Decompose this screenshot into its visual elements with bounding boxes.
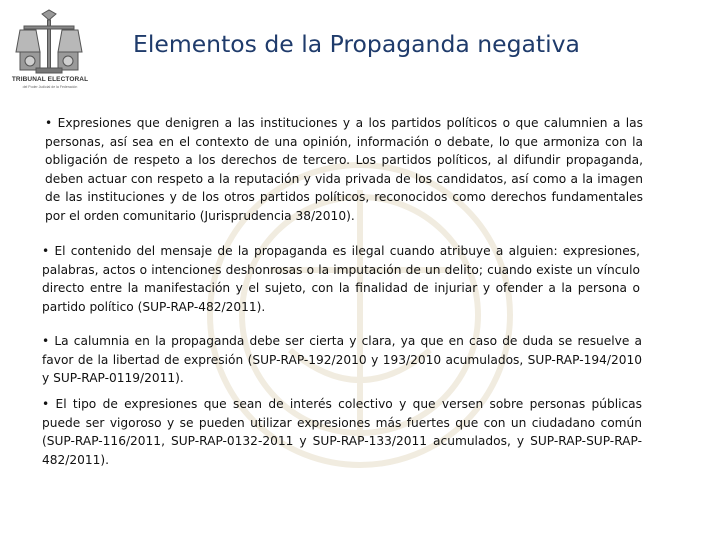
logo-subtitle: del Poder Judicial de la Federación	[22, 85, 78, 89]
bullet-paragraph-3: • La calumnia en la propaganda debe ser cierta y clara, ya que en caso de duda se resuelve a favor de la libertad de expresión (SUP-RAP-192/2010 y 193/2010 acumulados, SUP-RAP-194/2010 y SUP-RAP-0119/2011).	[42, 334, 642, 386]
logo-name: TRIBUNAL ELECTORAL	[11, 76, 89, 83]
bullet-paragraph-2: • El contenido del mensaje de la propaganda es ilegal cuando atribuye a alguien: expresiones, palabras, actos o intenciones deshonrosas o la imputación de un delito; cuando existe un vínculo directo entre la manifestación y el sujeto, con la finalidad de injuriar y ofender a la persona o partido político (SUP-RAP-482/2011).	[42, 244, 640, 314]
bullet-paragraph-4: • El tipo de expresiones que sean de interés colectivo y que versen sobre personas públicas puede ser vigoroso y se pueden utilizar expresiones más fuertes que con un ciudadano común (SUP-RAP-116/2011, SUP-RAP-0132-2011 y SUP-RAP-133/2011 acumulados, y SUP-RAP-SUP-RAP-482/2011).	[42, 397, 642, 467]
slide-title: Elementos de la Propaganda negativa	[133, 30, 580, 58]
bullet-paragraph-1: • Expresiones que denigren a las instituciones y a los partidos políticos o que calumnien a las personas, así sea en el contexto de una opinión, información o debate, lo que armoniza con la obligación de respeto a los derechos de tercero. Los partidos políticos, al difundir propaganda, deben actuar con respeto a la reputación y vida privada de los candidatos, así como a la imagen de las instituciones y de los otros partidos políticos, reconocidos como derechos fundamentales por el orden comunitario (Jurisprudencia 38/2010).	[45, 116, 643, 223]
